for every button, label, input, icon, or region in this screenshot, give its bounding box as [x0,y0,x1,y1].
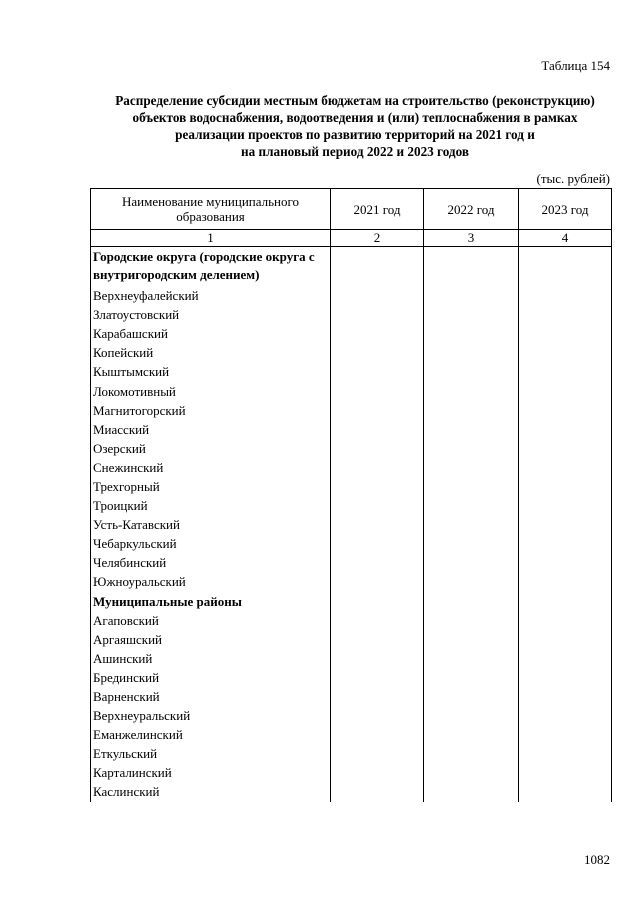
table-row [91,381,612,400]
table-row [91,553,612,572]
value-2023-cell [519,668,612,687]
value-2021-cell [331,553,424,572]
value-2023-cell [519,611,612,630]
municipality-name-cell: Локомотивный [91,381,331,400]
table-row [91,572,612,591]
value-2023-cell [519,286,612,305]
table-row [91,668,612,687]
value-2023-cell [519,572,612,591]
municipality-name-cell: Трехгорный [91,477,331,496]
municipality-name-cell: Усть-Катавский [91,515,331,534]
column-number: 1 [91,230,331,247]
value-2022-cell [424,611,519,630]
value-2021-cell [331,782,424,801]
municipality-name-cell: Карабашский [91,324,331,343]
table-row [91,362,612,381]
municipality-name-cell: Агаповский [91,611,331,630]
table-row [91,687,612,706]
value-2022-cell [424,305,519,324]
municipality-name-cell: Миасский [91,420,331,439]
value-2022-cell [424,477,519,496]
value-2022-cell [424,362,519,381]
value-2023-cell [519,362,612,381]
value-2023-cell [519,744,612,763]
table-row [91,247,612,287]
municipality-name-cell: Магнитогорский [91,401,331,420]
municipality-name-cell: Озерский [91,439,331,458]
value-2021-cell [331,286,424,305]
value-2023-cell [519,439,612,458]
value-2022-cell [424,458,519,477]
table-row [91,286,612,305]
table-row [91,782,612,801]
value-2022-cell [424,324,519,343]
municipality-name-cell: Кыштымский [91,362,331,381]
value-2021-cell [331,668,424,687]
value-2023-cell [519,381,612,400]
table-row [91,401,612,420]
value-2022-cell [424,725,519,744]
value-2022-cell [424,496,519,515]
value-2021-cell [331,401,424,420]
table-row [91,458,612,477]
value-2022-cell [424,420,519,439]
table-row [91,343,612,362]
table-row [91,420,612,439]
title-line: Распределение субсидии местным бюджетам на строительство (реконструкцию) [115,93,595,108]
units-note: (тыс. рублей) [536,171,610,186]
value-2022-cell [424,706,519,725]
value-2022-cell [424,381,519,400]
table-row [91,649,612,668]
value-2022-cell [424,630,519,649]
table-row [91,611,612,630]
header-2021: 2021 год [331,189,424,230]
municipality-name-cell: Чебаркульский [91,534,331,553]
column-number: 3 [424,230,519,247]
value-2021-cell [331,572,424,591]
municipality-name-cell: Ашинский [91,649,331,668]
value-2021-cell [331,305,424,324]
table-row [91,324,612,343]
table-row [91,744,612,763]
value-2021-cell [331,725,424,744]
value-2023-cell [519,687,612,706]
table-row [91,725,612,744]
value-2021-cell [331,324,424,343]
table-row [91,592,612,611]
value-2022-cell [424,782,519,801]
value-2023-cell [519,725,612,744]
table-row [91,534,612,553]
value-2021-cell [331,534,424,553]
municipality-name-cell: Верхнеуральский [91,706,331,725]
value-2023-cell [519,553,612,572]
value-2022-cell [424,534,519,553]
value-2023-cell [519,305,612,324]
value-2022-cell [424,247,519,287]
value-2022-cell [424,286,519,305]
document-title [80,92,630,160]
value-2022-cell [424,649,519,668]
header-municipality: Наименование муниципального образования [91,189,331,230]
header-2023: 2023 год [519,189,612,230]
value-2023-cell [519,782,612,801]
value-2022-cell [424,515,519,534]
table-row [91,763,612,782]
municipality-name-cell: Еткульский [91,744,331,763]
municipality-name-cell: Карталинский [91,763,331,782]
group-heading-cell: Городские округа (городские округа с внутригородским делением) [91,247,331,287]
value-2021-cell [331,611,424,630]
municipality-name-cell: Верхнеуфалейский [91,286,331,305]
value-2021-cell [331,496,424,515]
value-2023-cell [519,401,612,420]
value-2021-cell [331,649,424,668]
value-2023-cell [519,324,612,343]
value-2022-cell [424,763,519,782]
table-row [91,630,612,649]
value-2021-cell [331,744,424,763]
value-2021-cell [331,515,424,534]
value-2023-cell [519,496,612,515]
column-number: 4 [519,230,612,247]
municipality-name-cell: Южноуральский [91,572,331,591]
value-2022-cell [424,687,519,706]
value-2022-cell [424,572,519,591]
value-2021-cell [331,343,424,362]
value-2023-cell [519,706,612,725]
value-2021-cell [331,458,424,477]
municipality-name-cell: Еманжелинский [91,725,331,744]
value-2023-cell [519,763,612,782]
municipality-name-cell: Каслинский [91,782,331,801]
municipality-name-cell: Копейский [91,343,331,362]
value-2023-cell [519,477,612,496]
municipality-name-cell: Златоустовский [91,305,331,324]
value-2021-cell [331,362,424,381]
title-line: реализации проектов по развитию территорий на 2021 год и [175,127,535,142]
value-2021-cell [331,630,424,649]
value-2022-cell [424,592,519,611]
header-2022: 2022 год [424,189,519,230]
value-2021-cell [331,381,424,400]
municipality-name-cell: Челябинский [91,553,331,572]
value-2022-cell [424,343,519,362]
value-2022-cell [424,553,519,572]
value-2021-cell [331,763,424,782]
value-2021-cell [331,247,424,287]
table-row [91,706,612,725]
title-line: на плановый период 2022 и 2023 годов [241,144,469,159]
value-2021-cell [331,420,424,439]
table-row [91,305,612,324]
value-2023-cell [519,630,612,649]
table-row [91,515,612,534]
municipality-name-cell: Снежинский [91,458,331,477]
table-header-row [91,189,612,230]
title-line: объектов водоснабжения, водоотведения и (или) теплоснабжения в рамках [132,110,578,125]
column-number: 2 [331,230,424,247]
value-2023-cell [519,247,612,287]
municipality-name-cell: Аргаяшский [91,630,331,649]
page-number: 1082 [584,852,610,867]
municipality-name-cell: Брединский [91,668,331,687]
value-2022-cell [424,668,519,687]
value-2021-cell [331,477,424,496]
value-2023-cell [519,534,612,553]
value-2021-cell [331,439,424,458]
municipality-name-cell: Варненский [91,687,331,706]
value-2022-cell [424,439,519,458]
table-body [91,247,612,802]
value-2022-cell [424,401,519,420]
group-heading-cell: Муниципальные районы [91,592,331,611]
value-2023-cell [519,458,612,477]
value-2023-cell [519,592,612,611]
subsidy-table [90,188,612,802]
value-2021-cell [331,687,424,706]
value-2023-cell [519,343,612,362]
table-row [91,496,612,515]
column-number-row [91,230,612,247]
value-2023-cell [519,649,612,668]
value-2022-cell [424,744,519,763]
table-row [91,439,612,458]
municipality-name-cell: Троицкий [91,496,331,515]
table-row [91,477,612,496]
value-2023-cell [519,515,612,534]
value-2023-cell [519,420,612,439]
table-label: Таблица 154 [541,58,610,73]
value-2021-cell [331,706,424,725]
value-2021-cell [331,592,424,611]
